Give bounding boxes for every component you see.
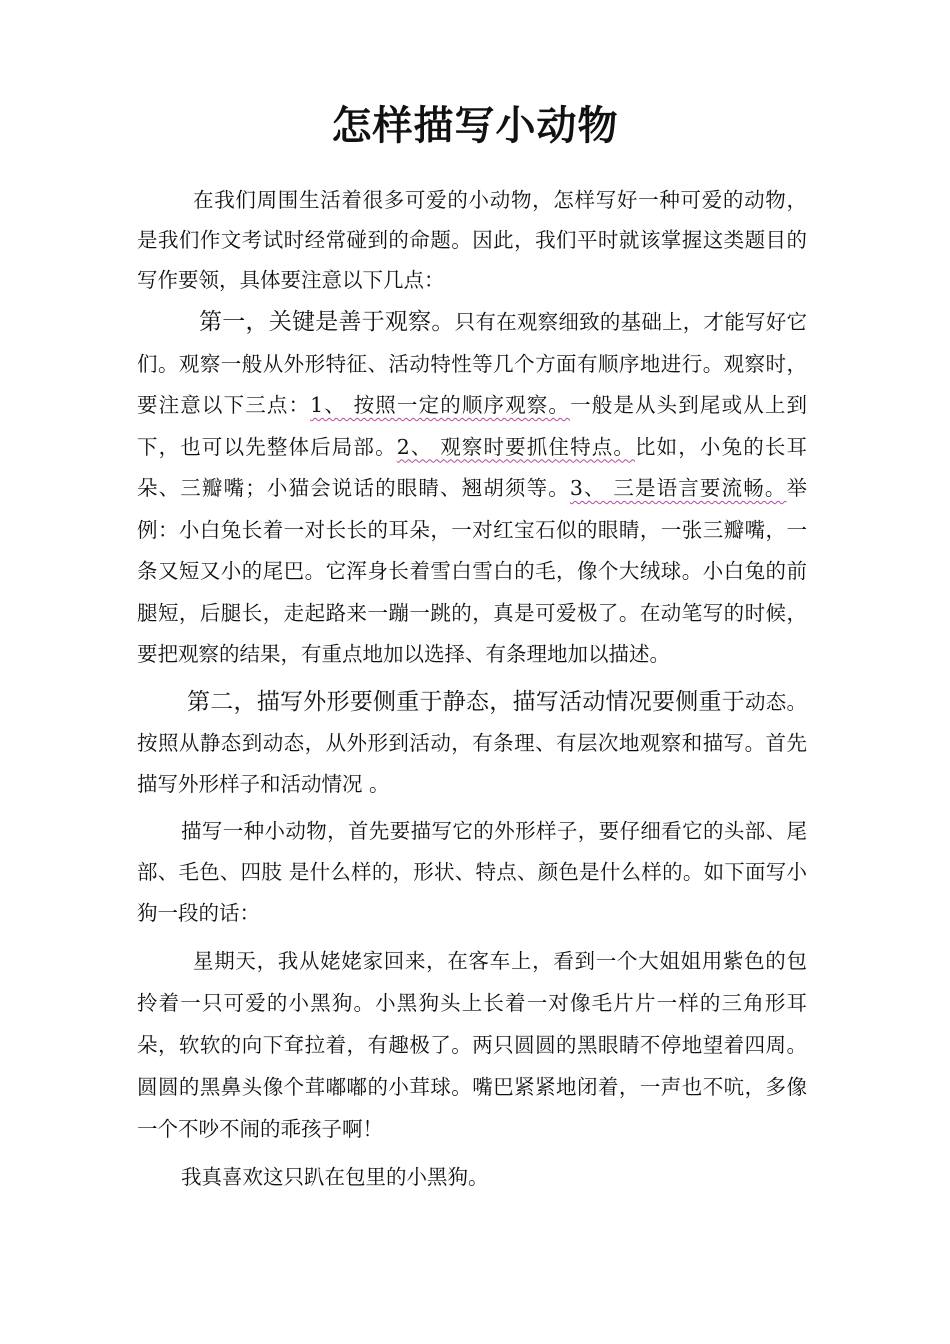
grammar-flagged-text: 3、 三是语言要流畅。 bbox=[569, 476, 787, 500]
paragraph-text: 比如，小兔的长耳朵、三瓣嘴；小猫会说话的眼睛、翘胡须等。 bbox=[137, 434, 808, 500]
paragraph-text: 动态。按照从静态到动态，从外形到活动，有条理、有层次地观察和描写。首先描写外形样子和活动情况 。 bbox=[137, 689, 807, 796]
paragraph-dog-example: 星期天，我从姥姥家回来，在客车上，看到一个大姐姐用紫色的包拎着一只可爱的小黑狗。小黑狗头上长着一对像毛片片一样的三角形耳朵，软软的向下耷拉着，有趣极了。两只圆圆的黑眼睛不停地望着四周。圆圆的黑鼻头像个茸嘟嘟的小茸球。嘴巴紧紧地闭着，一声也不吭，多像一个不吵不闹的乖孩子啊！ bbox=[137, 948, 807, 1141]
grammar-flagged-text: 2、 观察时要抓住特点。 bbox=[396, 434, 635, 459]
document-body bbox=[137, 180, 807, 1198]
paragraph-static-dynamic bbox=[137, 682, 807, 805]
paragraph-text: 举例：小白兔长着一对长长的耳朵，一对红宝石似的眼睛，一张三瓣嘴，一条又短又小的尾巴。它浑身长着雪白雪白的毛，像个大绒球。小白兔的前腿短，后腿长，走起路来一蹦一跳的，真是可爱极了。在动笔写的时候，要把观察的结果，有重点地加以选择、有条理地加以描述。 bbox=[137, 476, 808, 666]
intro-paragraph: 在我们周围生活着很多可爱的小动物，怎样写好一种可爱的动物，是我们作文考试时经常碰到的命题。因此，我们平时就该掌握这类题目的写作要领，具体要注意以下几点： bbox=[137, 188, 807, 292]
paragraph-text: 只有在观察细致的基础上，才能写好它们。观察一般从外形特征、活动特性等几个方面有顺序地进行。观察时，要注意以下三点： bbox=[137, 310, 808, 417]
document-title: 怎样描写小动物 bbox=[331, 103, 619, 149]
paragraph-closing: 我真喜欢这只趴在包里的小黑狗。 bbox=[181, 1164, 489, 1189]
grammar-flagged-text: 1、 按照一定的顺序观察。 bbox=[310, 393, 571, 417]
paragraph-text: 一般是从头到尾或从上到下，也可以先整体后局部。 bbox=[137, 393, 808, 459]
section-heading-first: 第一，关键是善于观察。 bbox=[199, 309, 455, 335]
section-heading-second: 第二，描写外形要侧重于静态，描写活动情况要侧重于 bbox=[187, 688, 745, 715]
paragraph-appearance: 描写一种小动物，首先要描写它的外形样子，要仔细看它的头部、尾部、毛色、四肢 是什么样的，形状、特点、颜色是什么样的。如下面写小狗一段的话： bbox=[137, 818, 807, 925]
paragraph-observation bbox=[137, 302, 807, 676]
